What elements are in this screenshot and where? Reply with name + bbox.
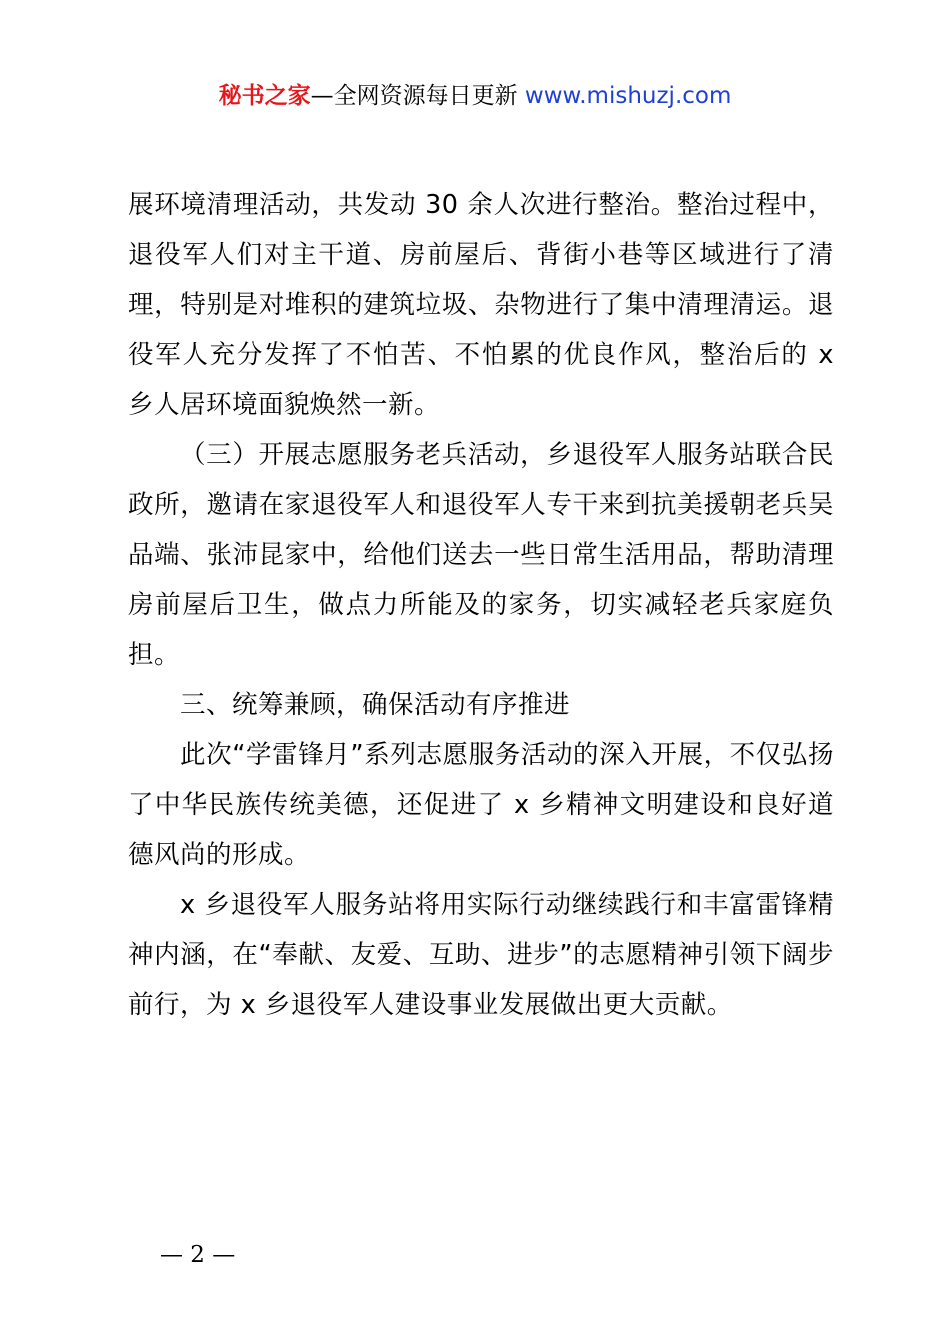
paragraph-summary: 此次“学雷锋月”系列志愿服务活动的深入开展，不仅弘扬了中华民族传统美德，还促进了 x 乡精神文明建设和良好道德风尚的形成。: [128, 740, 834, 870]
site-url-link[interactable]: www.mishuzj.com: [524, 83, 732, 109]
brand-name: 秘书之家: [218, 83, 311, 109]
document-body: [128, 180, 834, 1030]
page-header: [0, 80, 950, 112]
paragraph-continuation: 展环境清理活动，共发动 30 余人次进行整治。整治过程中，退役军人们对主干道、房前屋后、背街小巷等区域进行了清理，特别是对堆积的建筑垃圾、杂物进行了集中清理清运。退役军人充分发挥了不怕苦、不怕累的优良作风，整治后的 x 乡人居环境面貌焕然一新。: [128, 190, 834, 420]
paragraph-item-three: （三）开展志愿服务老兵活动，乡退役军人服务站联合民政所，邀请在家退役军人和退役军人专干来到抗美援朝老兵吴品端、张沛昆家中，给他们送去一些日常生活用品，帮助清理房前屋后卫生，做点力所能及的家务，切实减轻老兵家庭负担。: [128, 440, 834, 670]
paragraph-conclusion: x 乡退役军人服务站将用实际行动继续践行和丰富雷锋精神内涵，在“奉献、友爱、互助、进步”的志愿精神引领下阔步前行，为 x 乡退役军人建设事业发展做出更大贡献。: [128, 890, 834, 1020]
page-number: — 2 —: [160, 1242, 236, 1268]
section-heading: 三、统筹兼顾，确保活动有序推进: [180, 690, 571, 720]
header-slogan: —全网资源每日更新: [310, 83, 525, 109]
